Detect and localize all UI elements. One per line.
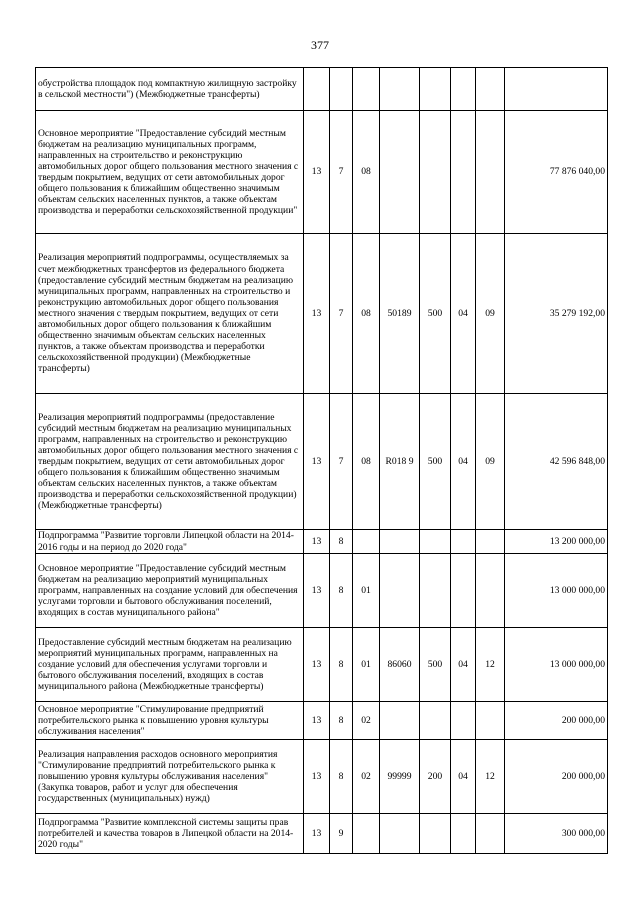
amount-cell: 13 200 000,00 xyxy=(505,530,608,554)
ved-code-cell xyxy=(304,68,330,111)
expense-type-cell xyxy=(420,111,451,234)
row-name-cell: Реализация мероприятий подпрограммы (предоставление субсидий местным бюджетам на реализацию муниципальных программ, направленных на строительство и реконструкцию автомобильных дорог общего пользования местного значения с твердым покрытием, ведущих от сети автомобильных дорог общего пользования к ближайшим общественно значимым объектам сельских населенных пунктов, а также объектам производства и переработки сельскохозяйственной продукции) (Межбюджетные трансферты) xyxy=(36,394,304,530)
subsection-cell: 09 xyxy=(476,234,505,394)
expense-type-cell: 500 xyxy=(420,394,451,530)
program-code-cell xyxy=(330,68,353,111)
section-cell xyxy=(451,68,476,111)
section-cell: 04 xyxy=(451,394,476,530)
target-article-cell xyxy=(380,702,420,740)
expense-type-cell xyxy=(420,702,451,740)
subsection-cell xyxy=(476,68,505,111)
program-code-cell: 8 xyxy=(330,530,353,554)
ved-code-cell: 13 xyxy=(304,740,330,814)
table-row xyxy=(36,740,608,814)
table-row xyxy=(36,68,608,111)
amount-cell: 42 596 848,00 xyxy=(505,394,608,530)
amount-cell: 13 000 000,00 xyxy=(505,554,608,628)
amount-cell: 77 876 040,00 xyxy=(505,111,608,234)
program-code-cell: 8 xyxy=(330,702,353,740)
ved-code-cell: 13 xyxy=(304,628,330,702)
subsection-cell: 12 xyxy=(476,740,505,814)
row-name-cell: Основное мероприятие "Предоставление субсидий местным бюджетам на реализацию муниципальных программ, направленных на строительство и реконструкцию автомобильных дорог общего пользования местного значения с твердым покрытием, ведущих от сети автомобильных дорог общего пользования к ближайшим общественно значимым объектам сельских населенных пунктов, а также объектам производства и переработки сельскохозяйственной продукции" xyxy=(36,111,304,234)
subprogram-code-cell: 01 xyxy=(353,628,380,702)
subprogram-code-cell: 02 xyxy=(353,702,380,740)
ved-code-cell: 13 xyxy=(304,394,330,530)
program-code-cell: 8 xyxy=(330,554,353,628)
table-row xyxy=(36,234,608,394)
target-article-cell xyxy=(380,554,420,628)
row-name-cell: Реализация направления расходов основного мероприятия "Стимулирование предприятий потребительского рынка к повышению уровня культуры обслуживания населения" (Закупка товаров, работ и услуг для обеспечения государственных (муниципальных) нужд) xyxy=(36,740,304,814)
section-cell: 04 xyxy=(451,234,476,394)
section-cell: 04 xyxy=(451,628,476,702)
row-name-cell: Предоставление субсидий местным бюджетам на реализацию мероприятий муниципальных программ, направленных на создание условий для обеспечения услугами торговли и бытового обслуживания поселений, входящих в состав муниципального района (Межбюджетные трансферты) xyxy=(36,628,304,702)
target-article-cell: 99999 xyxy=(380,740,420,814)
ved-code-cell: 13 xyxy=(304,234,330,394)
amount-cell: 200 000,00 xyxy=(505,740,608,814)
subprogram-code-cell xyxy=(353,68,380,111)
ved-code-cell: 13 xyxy=(304,702,330,740)
expense-type-cell xyxy=(420,554,451,628)
row-name-cell: Реализация мероприятий подпрограммы, осуществляемых за счет межбюджетных трансфертов из федерального бюджета (предоставление субсидий местным бюджетам на реализацию муниципальных программ, направленных на строительство и реконструкцию автомобильных дорог общего пользования местного значения с твердым покрытием, ведущих от сети автомобильных дорог общего пользования к ближайшим общественно значимым объектам сельских населенных пунктов, а также объектам производства и переработки сельскохозяйственной продукции) (Межбюджетные трансферты) xyxy=(36,234,304,394)
section-cell: 04 xyxy=(451,740,476,814)
subprogram-code-cell: 08 xyxy=(353,234,380,394)
subprogram-code-cell: 08 xyxy=(353,394,380,530)
table-row xyxy=(36,530,608,554)
target-article-cell: 50189 xyxy=(380,234,420,394)
target-article-cell xyxy=(380,68,420,111)
section-cell xyxy=(451,530,476,554)
page-number: 377 xyxy=(311,38,329,52)
subsection-cell xyxy=(476,530,505,554)
target-article-cell xyxy=(380,814,420,854)
subsection-cell xyxy=(476,111,505,234)
ved-code-cell: 13 xyxy=(304,554,330,628)
amount-cell xyxy=(505,68,608,111)
section-cell xyxy=(451,702,476,740)
section-cell xyxy=(451,814,476,854)
row-name-cell: Основное мероприятие "Стимулирование предприятий потребительского рынка к повышению уровня культуры обслуживания населения" xyxy=(36,702,304,740)
section-cell xyxy=(451,554,476,628)
section-cell xyxy=(451,111,476,234)
subsection-cell: 09 xyxy=(476,394,505,530)
expense-type-cell xyxy=(420,530,451,554)
subsection-cell xyxy=(476,554,505,628)
expense-type-cell: 500 xyxy=(420,628,451,702)
program-code-cell: 7 xyxy=(330,111,353,234)
expense-type-cell xyxy=(420,814,451,854)
table-row xyxy=(36,394,608,530)
subsection-cell: 12 xyxy=(476,628,505,702)
row-name-cell: Подпрограмма "Развитие комплексной системы защиты прав потребителей и качества товаров в Липецкой области на 2014-2020 годы" xyxy=(36,814,304,854)
subprogram-code-cell: 08 xyxy=(353,111,380,234)
program-code-cell: 8 xyxy=(330,628,353,702)
table-row xyxy=(36,628,608,702)
ved-code-cell: 13 xyxy=(304,111,330,234)
amount-cell: 35 279 192,00 xyxy=(505,234,608,394)
row-name-cell: Подпрограмма "Развитие торговли Липецкой области на 2014-2016 годы и на период до 2020 года" xyxy=(36,530,304,554)
amount-cell: 13 000 000,00 xyxy=(505,628,608,702)
ved-code-cell: 13 xyxy=(304,530,330,554)
ved-code-cell: 13 xyxy=(304,814,330,854)
subprogram-code-cell: 01 xyxy=(353,554,380,628)
expense-type-cell: 500 xyxy=(420,234,451,394)
target-article-cell: R018 9 xyxy=(380,394,420,530)
expense-type-cell xyxy=(420,68,451,111)
expense-type-cell: 200 xyxy=(420,740,451,814)
row-name-cell: Основное мероприятие "Предоставление субсидий местным бюджетам на реализацию мероприятий муниципальных программ, направленных на создание условий для обеспечения услугами торговли и бытового обслуживания поселений, входящих в состав муниципального района" xyxy=(36,554,304,628)
table-row xyxy=(36,554,608,628)
subprogram-code-cell xyxy=(353,530,380,554)
subprogram-code-cell xyxy=(353,814,380,854)
program-code-cell: 9 xyxy=(330,814,353,854)
subsection-cell xyxy=(476,814,505,854)
target-article-cell xyxy=(380,530,420,554)
table-row xyxy=(36,111,608,234)
table-row xyxy=(36,702,608,740)
target-article-cell xyxy=(380,111,420,234)
subprogram-code-cell: 02 xyxy=(353,740,380,814)
table-row xyxy=(36,814,608,854)
program-code-cell: 7 xyxy=(330,394,353,530)
amount-cell: 200 000,00 xyxy=(505,702,608,740)
budget-table xyxy=(35,67,608,854)
row-name-cell: обустройства площадок под компактную жилищную застройку в сельской местности") (Межбюджетные трансферты) xyxy=(36,68,304,111)
amount-cell: 300 000,00 xyxy=(505,814,608,854)
program-code-cell: 8 xyxy=(330,740,353,814)
subsection-cell xyxy=(476,702,505,740)
program-code-cell: 7 xyxy=(330,234,353,394)
target-article-cell: 86060 xyxy=(380,628,420,702)
